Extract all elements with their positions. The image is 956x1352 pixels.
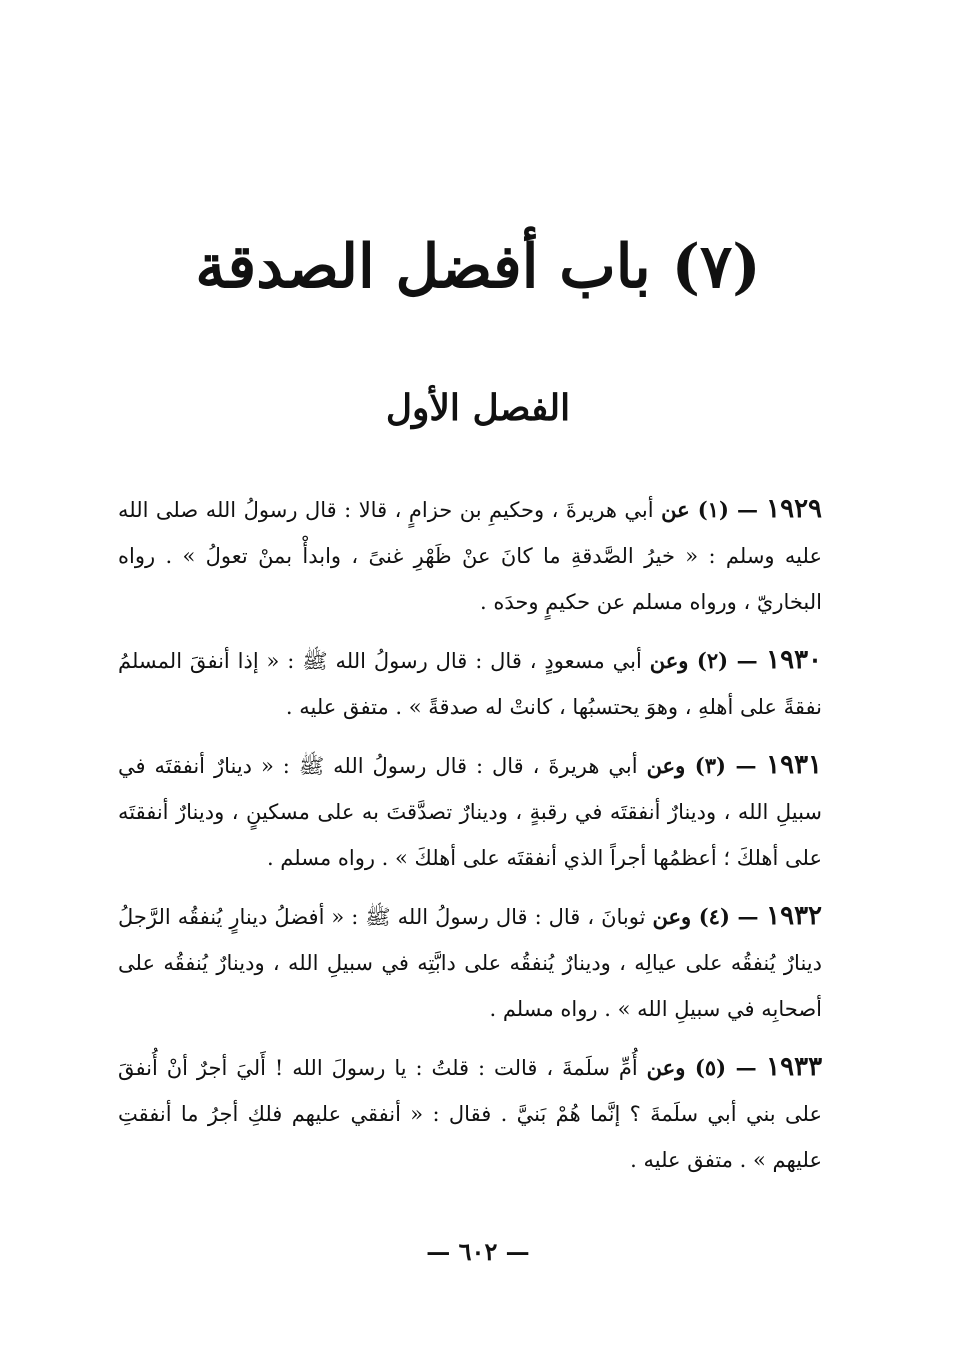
hadith-index: — (٢) وعن (649, 648, 758, 673)
chapter-title: (٧) باب أفضل الصدقة (195, 232, 761, 302)
hadith-index: — (١) عن (661, 497, 759, 522)
hadith-text: أبي هريرةَ ، قال : قال رسولُ الله ﷺ : « دينارٌ أنفقتَه في سبيلِ الله ، ودينارٌ أنفقتَه في رقبةٍ ، ودينارٌ تصدَّقتَ به على مسكينٍ ، ودينارٌ أنفقتَه على أهلكَ ؛ أعظمُها أجراً الذي أنفقتَه على أهلكَ » . رواه مسلم . (118, 754, 822, 870)
hadith-number: ١٩٢٩ (766, 494, 822, 524)
hadith-1931 (118, 742, 822, 881)
hadith-index: — (٣) وعن (646, 753, 757, 778)
hadith-text: أُمِّ سلَمةَ ، قالت : قلتُ : يا رسولَ الله ! أَليَ أجرٌ أنْ أُنفقَ على بني أبي سلَمةَ ؟ إنَّما هُمْ بَنيَّ . فقال : « أنفقي عليهم فلكِ أجرُ ما أنفقتِ عليهم » . متفق عليه . (118, 1056, 822, 1172)
hadith-text: ثوبانَ ، قال : قال رسولُ الله ﷺ : « أفضلُ دينارٍ يُنفقُه الرَّجلُ دينارٌ يُنفقُه على عيالِه ، ودينارٌ يُنفقُه على دابَّتِه في سبيلِ الله ، ودينارٌ يُنفقُه على أصحابِه في سبيلِ الله » . رواه مسلم . (118, 905, 822, 1021)
hadith-1929 (118, 486, 822, 625)
hadith-number: ١٩٣٠ (766, 645, 822, 675)
hadith-text: أبي هريرةَ ، وحكيمِ بن حزامٍ ، قالا : قال رسولُ الله صلى الله عليه وسلم : « خيرُ الصَّدقةِ ما كانَ عنْ ظَهْرِ غنىً ، وابدأْ بمنْ تعولُ » . رواه البخاريّ ، ورواه مسلم عن حكيمٍ وحدَه . (118, 498, 822, 614)
hadith-heading (649, 645, 822, 675)
hadith-heading (646, 1052, 823, 1082)
hadith-number: ١٩٣٢ (766, 901, 822, 931)
hadith-1932 (118, 893, 822, 1032)
hadith-1933 (118, 1044, 822, 1183)
hadith-1930 (118, 637, 822, 730)
hadith-number: ١٩٣١ (766, 750, 823, 780)
hadith-heading (661, 494, 822, 524)
hadith-list (118, 486, 822, 1195)
hadith-heading (646, 750, 823, 780)
hadith-index: — (٥) وعن (646, 1055, 757, 1080)
hadith-index: — (٤) وعن (652, 904, 759, 929)
hadith-text: أبي مسعودٍ ، قال : قال رسولُ الله ﷺ : « إذا أنفقَ المسلمُ نفقةً على أهلهِ ، وهوَ يحتسبُها ، كانتْ له صدقةً » . متفق عليه . (118, 649, 822, 719)
hadith-number: ١٩٣٣ (766, 1052, 823, 1082)
page-number: — ٦٠٢ — (426, 1237, 530, 1266)
section-title: الفصل الأول (385, 387, 571, 429)
hadith-heading (652, 901, 822, 931)
